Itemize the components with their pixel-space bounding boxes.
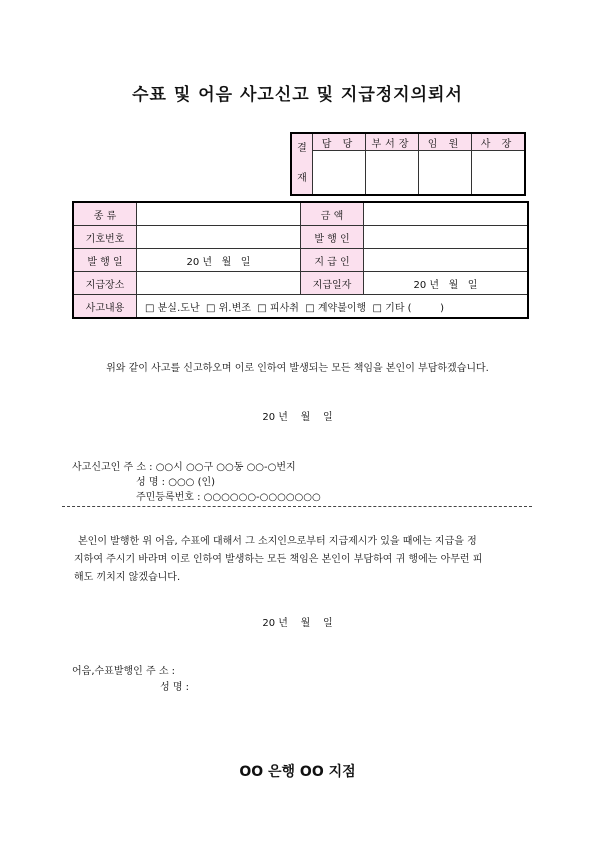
approval-sign-staff[interactable] [313,151,366,195]
table-row [73,272,528,295]
field-issuer[interactable] [364,226,529,249]
statement-stop-payment-1: 본인이 발행한 위 어음, 수표에 대해서 그 소지인으로부터 지급제시가 있을 때에는 지급을 정 [78,536,477,547]
statement-stop-payment-2: 지하여 주시기 바라며 이로 인하여 발생하는 모든 책임은 본인이 부담하여 귀 행에는 아무런 피 [74,554,483,565]
field-issue-date[interactable]: 20 년 월 일 [137,249,301,272]
bank-branch: OO 은행 OO 지점 [239,764,356,780]
table-row [73,226,528,249]
approval-sign-manager[interactable] [366,151,419,195]
divider [62,506,532,507]
label-pay-place: 지급장소 [73,272,137,295]
label-type: 종 류 [73,202,137,226]
incident-type-options[interactable]: □ 분실․도난 □ 위․변조 □ 피사취 □ 계약불이행 □ 기타 ( ) [137,295,529,319]
report-date: 20 년 월 일 [262,412,333,423]
label-payer: 지 급 인 [301,249,364,272]
approval-header-staff: 담 당 [313,133,366,151]
reporter-id-number: 주민등록번호 : ○○○○○○-○○○○○○○ [136,492,321,503]
statement-liability: 위와 같이 사고를 신고하오며 이로 인하여 발생되는 모든 책임을 본인이 부담하겠습니다. [106,363,489,374]
issuer-address: 어음,수표발행인 주 소 : [72,666,176,677]
field-type[interactable] [137,202,301,226]
reporter-name: 성 명 : ○○○ (인) [136,477,216,488]
label-issue-date: 발 행 일 [73,249,137,272]
field-serial[interactable] [137,226,301,249]
request-date: 20 년 월 일 [262,618,333,629]
label-pay-date: 지급일자 [301,272,364,295]
issuer-name: 성 명 : [160,682,190,693]
page-title: 수표 및 어음 사고신고 및 지급정지의뢰서 [132,85,463,105]
field-pay-place[interactable] [137,272,301,295]
approval-side-top: 결 [297,143,307,154]
approval-side-bottom: 재 [297,173,307,184]
field-pay-date[interactable]: 20 년 월 일 [364,272,529,295]
table-row [73,249,528,272]
approval-box [290,132,526,196]
approval-sign-president[interactable] [472,151,526,195]
report-info-table [72,201,529,319]
field-amount[interactable] [364,202,529,226]
approval-sign-executive[interactable] [419,151,472,195]
table-row [73,202,528,226]
label-incident-content: 사고내용 [73,295,137,319]
reporter-address: 사고신고인 주 소 : ○○시 ○○구 ○○동 ○○-○번지 [72,462,296,473]
label-amount: 금 액 [301,202,364,226]
approval-header-manager: 부서장 [366,133,419,151]
approval-header-president: 사 장 [472,133,526,151]
field-payer[interactable] [364,249,529,272]
approval-header-executive: 임 원 [419,133,472,151]
approval-side-label [291,133,313,195]
label-serial: 기호번호 [73,226,137,249]
label-issuer: 발 행 인 [301,226,364,249]
statement-stop-payment-3: 해도 끼치지 않겠습니다. [74,572,181,583]
table-row [73,295,528,319]
